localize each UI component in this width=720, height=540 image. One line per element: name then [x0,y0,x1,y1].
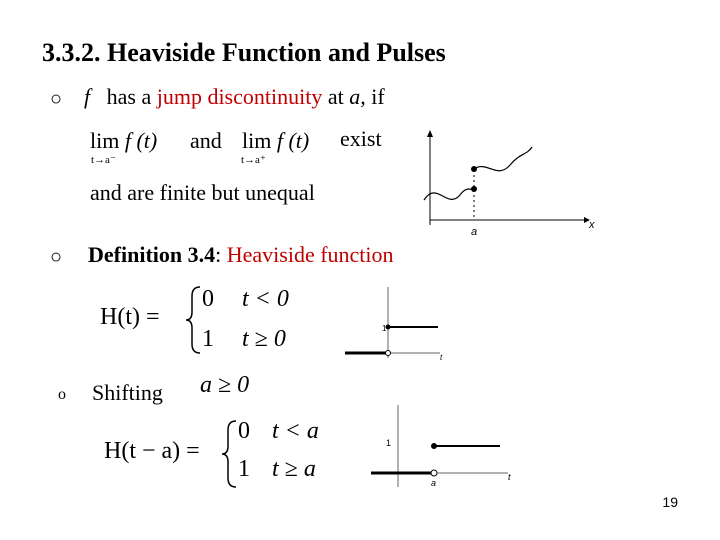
text-has-a: has a [106,84,152,109]
t-label: t [440,353,443,362]
shifted-heaviside-graph [368,402,518,490]
case1-value: 0 [202,286,214,312]
definition-label: Definition 3.4 [88,242,216,267]
limit-right [242,128,309,154]
shift-case1-condition: t < a [272,418,319,444]
y-axis-arrow [427,130,433,137]
shift-case2-value: 1 [238,456,250,482]
open-dot [431,470,437,476]
shift-case2-condition: t ≥ a [272,456,316,482]
f-of-t-left: f (t) [124,128,158,153]
a-axis-label: a [471,226,478,238]
jump-definition [84,84,385,110]
filled-dot [431,443,437,449]
text-if: , if [360,84,385,109]
exist-text: exist [340,126,382,151]
finite-text: and are finite but unequal [90,180,315,205]
bullet-definition: ○ [50,246,63,268]
limit-left [90,128,157,154]
lim-sub-right: t→a⁺ [241,154,266,166]
a-label: a [431,478,437,488]
brace-2 [220,418,240,490]
case1-condition: t < 0 [242,286,289,312]
shift-case1-value: 0 [238,418,250,444]
text-at: at [327,84,344,109]
right-curve [474,147,532,171]
definition-colon: : [215,242,222,267]
definition-line [88,242,394,268]
a-symbol: a [349,84,361,109]
bullet-shifting: o [58,386,66,403]
case2-condition: t ≥ 0 [242,326,286,352]
left-curve [424,189,474,200]
and-text: and [190,128,222,153]
bullet-jump: ○ [50,88,63,110]
open-dot [386,351,391,356]
heaviside-graph [340,282,450,362]
lim-sub-left: t→a⁻ [91,154,116,166]
brace-1 [184,284,204,356]
page-number: 19 [662,494,678,510]
f-of-t-right: f (t) [276,128,310,153]
jump-dot-upper [471,166,477,172]
one-label: 1 [382,324,387,333]
case2-value: 1 [202,326,214,352]
jump-graph [412,125,602,240]
shifting-label: Shifting [92,380,163,405]
jump-dot-lower [471,186,477,192]
f-symbol: f [84,84,91,109]
slide-title: 3.3.2. Heaviside Function and Pulses [42,38,446,67]
heaviside-lhs: H(t) = [100,304,160,330]
term-jump-discontinuity: jump discontinuity [156,84,323,109]
shift-condition: a ≥ 0 [200,372,250,398]
one-label: 1 [386,438,392,448]
x-axis-label: x [589,219,595,231]
t-label: t [508,472,511,482]
lim-text-right: lim [242,128,272,153]
lim-text-left: lim [90,128,120,153]
shifted-lhs: H(t − a) = [104,438,200,464]
definition-name: Heaviside function [226,242,394,267]
